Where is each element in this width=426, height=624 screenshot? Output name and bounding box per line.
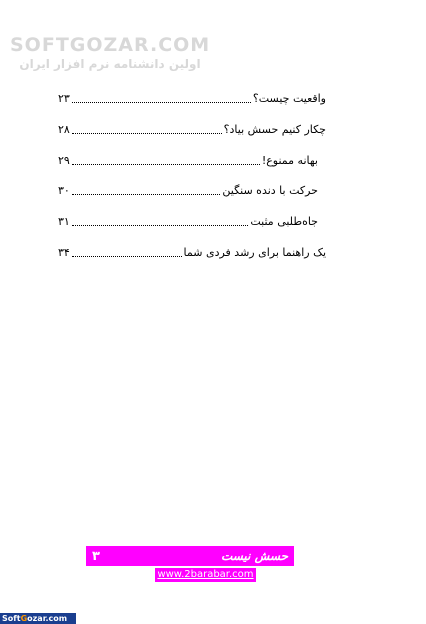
watermark-title: SOFTGOZAR.COM [10, 34, 211, 56]
logo-suffix: ozar.com [27, 614, 68, 623]
logo-accent: G [20, 614, 28, 623]
toc-entry-title: بهانه ممنوع! [261, 154, 318, 167]
toc-entry-page: ۲۹ [58, 154, 70, 167]
toc-entry[interactable] [58, 88, 326, 106]
footer-book-title: حسش نیست [220, 549, 288, 563]
toc-entry-title: یک راهنما برای رشد فردی شما [183, 246, 326, 259]
toc-entry-title: حرکت با دنده سنگین [222, 184, 318, 197]
toc-entry-page: ۲۳ [58, 92, 70, 105]
watermark-subtitle: اولین دانشنامه نرم افزار ایران [19, 57, 201, 71]
footer-page-number: ۳ [92, 548, 100, 564]
toc-entry-title: چکار کنیم حسش بیاد؟ [223, 123, 326, 136]
footer-website-link[interactable]: www.2barabar.com [155, 568, 256, 582]
toc-entry[interactable] [58, 119, 326, 137]
toc-entry-title: واقعیت چیست؟ [252, 92, 326, 105]
toc-entry-page: ۲۸ [58, 123, 70, 136]
toc-leader-dots [72, 163, 260, 165]
softgozar-logo [0, 613, 76, 624]
toc-entry[interactable] [58, 180, 326, 198]
toc-leader-dots [72, 224, 249, 226]
toc-leader-dots [72, 193, 221, 195]
toc-entry-title: جاه‌طلبی مثبت [250, 215, 318, 228]
toc-entry-page: ۳۱ [58, 215, 70, 228]
table-of-contents [0, 0, 426, 300]
toc-leader-dots [72, 132, 222, 134]
toc-entry[interactable] [58, 242, 326, 260]
page-footer [86, 546, 294, 566]
toc-entry-page: ۳۰ [58, 184, 70, 197]
logo-prefix: Soft [2, 614, 21, 623]
toc-entry[interactable] [58, 150, 326, 168]
toc-leader-dots [72, 101, 251, 103]
toc-leader-dots [72, 255, 182, 257]
toc-entry[interactable] [58, 211, 326, 229]
toc-entry-page: ۳۴ [58, 246, 70, 259]
